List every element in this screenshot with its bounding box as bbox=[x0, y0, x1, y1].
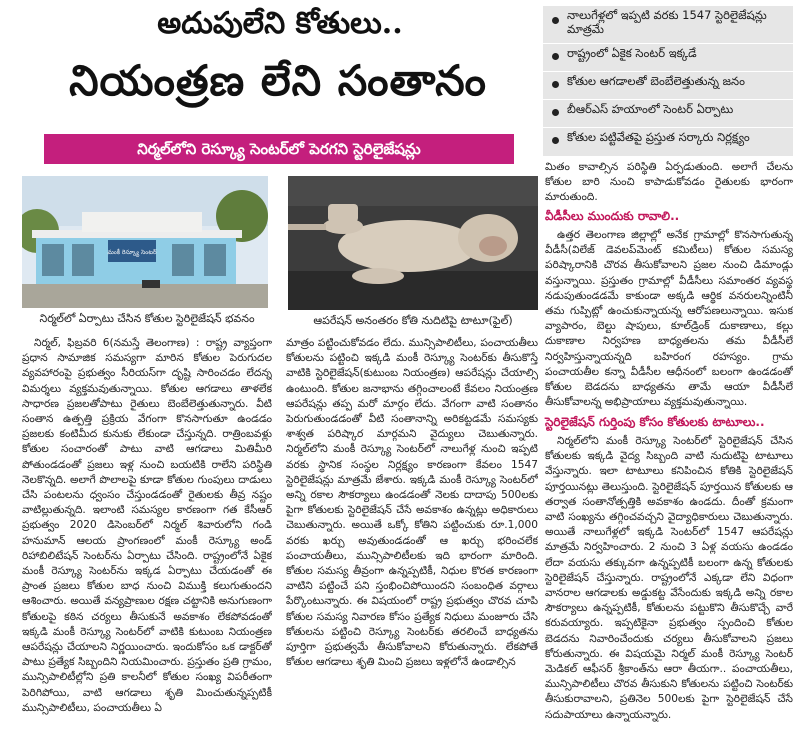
building-illustration bbox=[22, 176, 268, 308]
bullet-icon bbox=[552, 109, 559, 116]
article-column-1 bbox=[22, 336, 272, 736]
highlight-item bbox=[543, 72, 793, 100]
highlight-text: నాలుగేళ్లలో ఇప్పటి వరకు 1547 స్టెరిలైజేషన్లు మాత్రమే bbox=[567, 8, 767, 36]
bullet-icon bbox=[552, 17, 559, 24]
highlight-item bbox=[543, 100, 793, 128]
highlight-text: రాష్ట్రంలో ఏకైక సెంటర్ ఇక్కడే bbox=[567, 46, 697, 60]
highlight-text: కోతుల పట్టివేతపై ప్రస్తుత సర్కారు నిర్లక్ష్యం bbox=[567, 130, 750, 144]
building-photo-caption: నిర్మల్‌లో ఏర్పాటు చేసిన కోతుల స్టెరిలైజేషన్ భవనం bbox=[39, 312, 255, 325]
article-paragraph: మితం కావాల్సిన పరిస్థితి ఏర్పడుతుంది. అలాగే చేలను కోతుల బారి నుంచి కాపాడుకోవడం రైతులకు భారంగా మారుతుంది. bbox=[545, 161, 793, 204]
subheadline-banner: నిర్మల్‌లోని రెస్క్యూ సెంటర్‌లో పెరగని స్టెరిలైజేషన్లు bbox=[44, 134, 514, 164]
subheading-vdc: వీడీసీలు ముందుకు రావాలి.. bbox=[545, 209, 680, 223]
article-paragraph: నిర్మల్, ఫిబ్రవరి 6(నమస్తే తెలంగాణ) : రాష్ట్ర వ్యాప్తంగా ప్రధాన సామాజిక సమస్యగా మారిన కోతుల పెరుగుదల వ్యవహారంపై ప్రభుత్వం సీరియస్‌గా దృష్టి సారించడం లేదన్న విమర్శలు వ్యక్తమవుతున్నాయి. కోతుల ఆగడాలు తాళలేక సాధారణ ప్రజలతోపాటు రైతులు బెంబేలెత్తుతున్నారు. వీటి సంతాన ఉత్పత్తి ప్రక్రియ వేగంగా కొనసాగుతూ ఉండడం ప్రజలకు కంటిమీద కునుకు లేకుండా చేస్తున్నది. రాత్రింబవళ్లు కోతుల సంచారంతో పాటు వాటి ఆగడాలు మితిమీరి పోతుండడంతో ప్రజలు ఇళ్ల నుంచి బయటికి రాలేని పరిస్థితి నెలకొన్నది. అలాగే పొలాలపై కూడా కోతుల గుంపులు దాడులు చేసి పంటలను ధ్వంసం చేస్తుండడంతో రైతులకు తీవ్ర నష్టం వాటిల్లుతున్నది. ఇలాంటి సమస్యల కారణంగా గత కేసీఆర్ ప్రభుత్వం 2020 డిసెంబర్‌లో నిర్మల్ శివారులోని గండి హనుమాన్ ఆలయ ప్రాంగణంలో మంకీ రెస్క్యూ అండ్ రిహాబిలిటేషన్ సెంటర్‌ను ఏర్పాటు చేసింది. రాష్ట్రంలోనే ఏకైక మంకీ రెస్క్యూ సెంటర్‌ను ఇక్కడ ఏర్పాటు చేయడంతో ఈ ప్రాంత ప్రజలు కోతుల బాధ నుంచి విముక్తి కలుగుతుందని ఆశించారు. అయితే వన్యప్రాణుల రక్షణ చట్టానికి అనుగుణంగా కోతులపై కఠిన చర్యలు తీసుకునే అవకాశం లేకపోవడంతో ఇక్కడి మంకీ రెస్క్యూ సెంటర్‌లో వాటికి కుటుంబ నియంత్రణ ఆపరేషన్లు చేయాలని నిర్ణయించారు. ఇందుకోసం ఒక డాక్టర్‌తో పాటు ప్రత్యేక సిబ్బందిని నియమించారు. ప్రస్తుతం ప్రతి గ్రామం, మున్సిపాలిటీల్లోని ప్రతి కాలనీలో కోతుల సంఖ్య విపరీతంగా పెరిగిపోయి, వాటి ఆగడాలు శృతి మించుతున్నప్పటికీ మున్సిపాలిటీలు, పంచాయతీలు ఏ bbox=[22, 337, 272, 714]
highlight-item bbox=[543, 128, 793, 156]
article-paragraph: మాత్రం పట్టించుకోవడం లేదు. మున్సిపాలిటీలు, పంచాయతీలు కోతులను పట్టించి ఇక్కడి మంకీ రెస్క్యూ సెంటర్‌కు తీసుకొస్తే వాటికి స్టెరిలైజేషన్(కుటుంబ నియంత్రణ) ఆపరేషన్లు చేయాల్సి ఉంటుంది. కోతుల జనాభాను తగ్గించాలంటే కేవలం నియంత్రణ ఆపరేషన్లు తప్ప మరో మార్గం లేదు. వేగంగా వాటి సంతానం పెరుగుతుండడంతో వీటి సంతానాన్ని అరికట్టడమే సమస్యకు శాశ్వత పరిష్కార మార్గమని వైద్యులు చెబుతున్నారు. నిర్మల్‌లోని మంకీ రెస్క్యూ సెంటర్‌లో నాలుగేళ్ల నుంచి ఇప్పటి వరకు స్థానిక సంస్థల నిర్లక్ష్యం కారణంగా కేవలం 1547 స్టెరిలైజేషన్లు మాత్రమే జేశారు. ఇక్కడి మంకీ రెస్క్యూ సెంటర్‌లో అన్ని రకాల సౌకర్యాలు ఉండడంతో నెలకు దాదాపు 500లకు పైగా కోతులకు స్టెరిలైజేషన్ చేసే అవకాశం ఉన్నట్లు అధికారులు చెబుతున్నారు. అయితే ఒక్కో కోతిని పట్టించుకు రూ.1,000 వరకు ఖర్చు అవుతుండడంతో ఆ ఖర్చు భరించలేక పంచాయతీలు, మున్సిపాలిటీలకు ఇది భారంగా మారింది. కోతుల సమస్య తీవ్రంగా ఉన్నప్పటికీ, నిధుల కొరత కారణంగా వాటిని పట్టించే పని స్తంభించిపోయిందని సంబంధిత వర్గాలు పేర్కొంటున్నారు. ఈ విషయంలో రాష్ట్ర ప్రభుత్వం చొరవ చూపి కోతుల సమస్య నివారణ కోసం ప్రత్యేక నిధులు మంజూరు చేసి కోతులను పట్టించి రెస్క్యూ సెంటర్‌కు తరలించే బాధ్యతను పూర్తిగా ప్రభుత్వమే తీసుకోవాలని కోరుతున్నారు. లేకపోతే కోతుల ఆగడాలు శృతి మించి ప్రజలు ఇళ్లలోనే ఉండాల్సిన bbox=[286, 337, 538, 669]
highlight-item bbox=[543, 6, 793, 44]
monkey-photo-caption: ఆపరేషన్ అనంతరం కోతి నుదిటిపై టాటూ(ఫైల్) bbox=[313, 314, 513, 327]
headline-line1: అదుపులేని కోతులు.. bbox=[157, 6, 403, 41]
article-column-3-mid bbox=[545, 228, 793, 412]
building-photo bbox=[22, 176, 268, 308]
highlights-box bbox=[543, 6, 793, 156]
article-column-2 bbox=[286, 336, 538, 736]
subheading-tattoo: స్టెరిలైజేషన్ గుర్తింపు కోసం కోతులకు టాటూలు.. bbox=[545, 415, 765, 429]
highlight-text: బీఆర్ఎస్ హయాంలో సెంటర్ ఏర్పాటు bbox=[567, 102, 734, 116]
bullet-icon bbox=[552, 137, 559, 144]
svg-text:మంకీ రెస్క్యూ సెంటర్: మంకీ రెస్క్యూ సెంటర్ bbox=[107, 249, 157, 256]
bullet-icon bbox=[552, 53, 559, 60]
article-paragraph: ఉత్తర తెలంగాణ జిల్లాల్లో అనేక గ్రామాల్లో కొనసాగుతున్న వీడీసీ(విలేజ్ డెవలప్‌మెంట్ కమిటీలు) కోతుల సమస్య పరిష్కారానికి చొరవ తీసుకోవాలని ప్రజల నుంచి డిమాండ్లు వస్తున్నాయి. ప్రస్తుతం గ్రామాల్లో వీడీసీలు సమాంతర వ్యవస్థ నడుపుతుండడమే కాకుండా అక్కడి ఆర్థిక వనరులన్నింటినీ తమ గుప్పిట్లో ఉంచుకున్నాయన్న ఆరోపణలున్నాయి. ఇసుక వ్యాపారం, బెల్టు షాపులు, కూల్‌డ్రింక్ దుకాణాలు, కల్లు దుకాణాల నిర్వహణ బాధ్యతలను తమ వీడీసీలే నిర్వహిస్తున్నాయన్నది బహిరంగ రహస్యం. గ్రామ పంచాయతీల కన్నా వీడీసీల ఆధీనంలో బలంగా ఉండడంతో కోతుల బెడదను బాధ్యతను తామే ఆయా వీడీసీలే తీసుకోవాలన్న అభిప్రాయాలు వ్యక్తమవుతున్నాయి. bbox=[545, 229, 793, 409]
monkey-photo bbox=[288, 176, 538, 310]
headline-line2: నియంత్రణ లేని సంతానం bbox=[69, 56, 487, 105]
bullet-icon bbox=[552, 81, 559, 88]
article-column-3-bottom bbox=[545, 434, 793, 736]
article-column-3-top bbox=[545, 160, 793, 206]
highlight-text: కోతుల ఆగడాలతో బెంబేలెత్తుతున్న జనం bbox=[567, 74, 745, 88]
article-paragraph: నిర్మల్‌లోని మంకీ రెస్క్యూ సెంటర్‌లో స్టెరిలైజేషన్ చేసిన కోతులకు ఇక్కడి వైద్య సిబ్బంది వాటి నుదుటిపై టాటూలు వేస్తున్నారు. ఇలా టాటూలు కనిపించిన కోతికి స్టెరిలైజేషన్ పూర్తయినట్లు తెలుస్తుంది. స్టెరిలైజేషన్ పూర్తయిన కోతులకు ఆ తర్వాత సంతానోత్పత్తికి అవకాశం ఉండదు. దీంతో క్రమంగా వాటి సంఖ్యను తగ్గించవచ్చని వైద్యాధికారులు చెబుతున్నారు. అయితే నాలుగేళ్లలో ఇక్కడి సెంటర్‌లో 1547 ఆపరేషన్లు మాత్రమే నిర్వహించారు. 2 నుంచి 3 ఏళ్ల వయసు ఉండడం లేదా వయసు తక్కువగా ఉన్నప్పటికీ బలంగా ఉన్న కోతులకు స్టెరిలైజేషన్ చేస్తున్నారు. రాష్ట్రంలోనే ఎక్కడా లేని విధంగా వానరాల ఆగడాలకు అడ్డుకట్ట వేసేందుకు ఇక్కడి అన్ని రకాల సౌకర్యాలు ఉన్నప్పటికీ, కోతులను పట్టుకొని తీసుకొచ్చే వారే కరువయ్యారు. ఇప్పటికైనా ప్రభుత్వం స్పందించి కోతుల బెడదను నివారించేందుకు చర్యలు తీసుకోవాలని ప్రజలు కోరుతున్నారు. ఈ విషయమై నిర్మల్ మంకీ రెస్క్యూ సెంటర్ మెడికల్ ఆఫీసర్ శ్రీకాంత్‌ను ఆరా తీయగా.. పంచాయతీలు, మున్సిపాలిటీలు చొరవ తీసుకుని కోతులను పట్టించి సెంటర్‌కు తీసుకురావాలని, ప్రతినెల 500లకు పైగా స్టెరిలైజేషన్ చేసే సదుపాయాలు ఉన్నాయన్నారు. bbox=[545, 435, 793, 721]
monkey-illustration bbox=[288, 176, 538, 310]
highlight-item bbox=[543, 44, 793, 72]
